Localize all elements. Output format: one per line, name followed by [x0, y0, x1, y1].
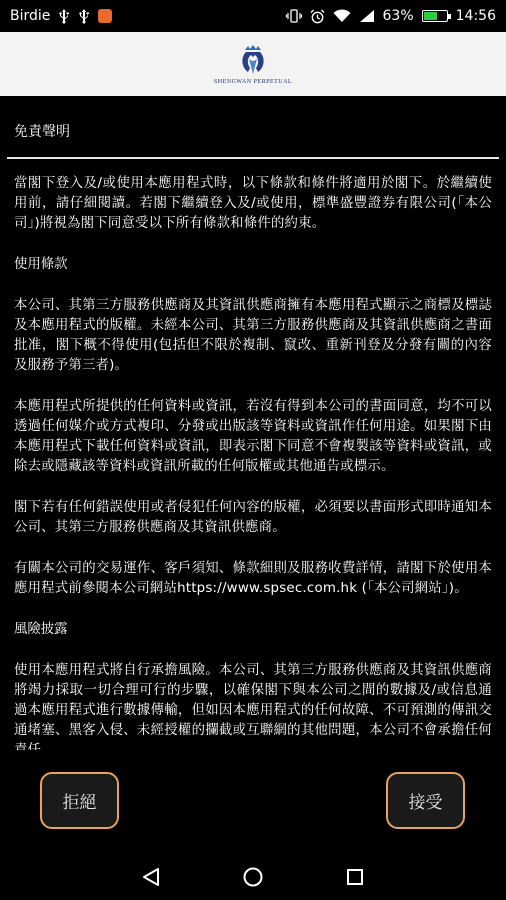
action-footer — [0, 750, 506, 855]
battery-percent: 63% — [382, 8, 414, 24]
usb-icon — [58, 9, 70, 23]
accept-button[interactable]: 接受 — [386, 772, 465, 829]
system-nav-bar — [0, 855, 506, 900]
title-divider — [7, 157, 499, 159]
terms-paragraph: 有關本公司的交易運作、客戶須知、條款細則及服務收費詳情，請閣下於使用本應用程式前參閱本公司網站https://www.spsec.com.hk (「本公司網站」)。 — [14, 561, 492, 596]
terms-paragraph: 本公司、其第三方服務供應商及其資訊供應商擁有本應用程式顯示之商標及標誌及本應用程式的版權。未經本公司、其第三方服務供應商及其資訊供應商之書面批准，閣下概不得使用(包括但不限於複制、竄改、重新刊登及分發有關的內容及服務予第三者)。 — [14, 298, 492, 373]
vibrate-icon — [286, 9, 302, 23]
app-header — [0, 32, 506, 96]
terms-paragraph: 本應用程式所提供的任何資料或資訊，若沒有得到本公司的書面同意，均不可以透過任何媒介或方式複印、分發或出版該等資料或資訊作任何用途。如果閣下由本應用程式下載任何資料或資訊，即表示閣下同意不會複製該等資料或資訊，或除去或隱藏該等資料或資訊所載的任何版權或其他通告或標示。 — [14, 399, 492, 474]
intro-paragraph: 當閣下登入及/或使用本應用程式時，以下條款和條件將適用於閣下。於繼續使用前，請仔細閱讀。若閣下繼續登入及/或使用，標準盛豐證券有限公司(「本公司」)將視為閣下同意受以下所有條款和條件的約束。 — [14, 176, 492, 231]
home-icon[interactable] — [238, 862, 268, 892]
status-bar — [0, 0, 506, 32]
carrier-name: Birdie — [10, 8, 51, 24]
reject-button[interactable]: 拒絕 — [40, 772, 119, 829]
notification-icon — [98, 9, 112, 23]
recent-apps-icon[interactable] — [340, 862, 370, 892]
clock: 14:56 — [455, 8, 496, 24]
section-heading-terms: 使用條款 — [14, 257, 68, 272]
terms-paragraph: 閣下若有任何錯誤使用或者侵犯任何內容的版權，必須要以書面形式即時通知本公司、其第三方服務供應商及其資訊供應商。 — [14, 500, 492, 535]
wifi-icon — [333, 9, 351, 23]
company-logo — [214, 44, 292, 85]
disclaimer-body — [14, 174, 492, 782]
battery-fill — [424, 12, 437, 20]
logo-text: SHENGWAN PERPETUAL — [213, 78, 293, 85]
battery-icon — [422, 10, 448, 22]
logo-emblem-icon — [236, 44, 270, 78]
signal-icon — [359, 9, 375, 23]
status-bar-left — [10, 8, 112, 24]
alarm-icon — [310, 9, 325, 24]
disclaimer-content[interactable] — [0, 96, 506, 750]
page-title: 免責聲明 — [14, 124, 70, 140]
status-bar-right — [286, 8, 496, 24]
usb-icon — [78, 9, 90, 23]
back-icon[interactable] — [136, 862, 166, 892]
risk-paragraph: 使用本應用程式將自行承擔風險。本公司、其第三方服務供應商及其資訊供應商將竭力採取一切合理可行的步驟，以確保閣下與本公司之間的數據及/或信息通過本應用程式進行數據傳輸，但如因本應用程式的任何故障、不可預測的傳訊交通堵塞、黑客入侵、未經授權的攔截或互聯網的其他問題，本公司不會承擔任何 — [14, 663, 492, 738]
section-heading-risk: 風險披露 — [14, 622, 68, 637]
